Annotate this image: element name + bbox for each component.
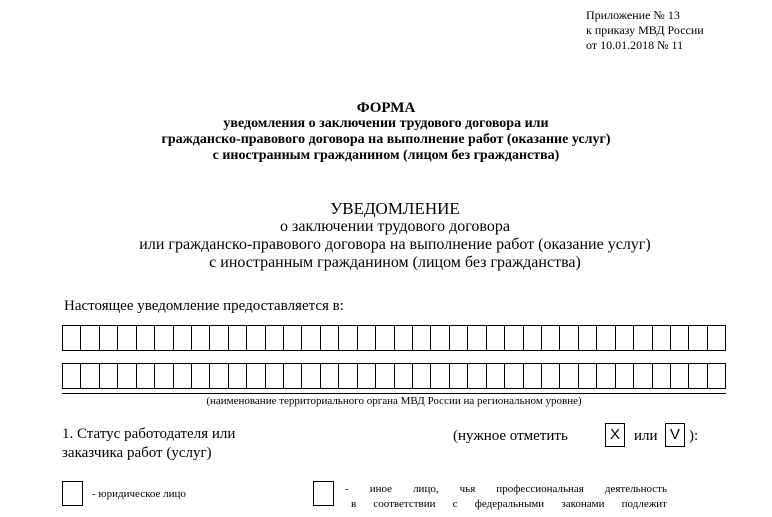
character-cell[interactable] xyxy=(653,364,671,388)
authority-cells-row-2[interactable] xyxy=(62,363,726,389)
character-cell[interactable] xyxy=(192,364,210,388)
character-cell[interactable] xyxy=(321,326,339,350)
character-cell[interactable] xyxy=(487,326,505,350)
character-cell[interactable] xyxy=(450,326,468,350)
character-cell[interactable] xyxy=(413,326,431,350)
character-cell[interactable] xyxy=(358,364,376,388)
character-cell[interactable] xyxy=(247,326,265,350)
character-cell[interactable] xyxy=(579,326,597,350)
notice-heading: УВЕДОМЛЕНИЕ xyxy=(330,199,460,218)
appendix-line: от 10.01.2018 № 11 xyxy=(586,38,684,52)
character-cell[interactable] xyxy=(689,326,707,350)
character-cell[interactable] xyxy=(339,364,357,388)
character-cell[interactable] xyxy=(524,326,542,350)
other-person-line: в соответствии с федеральными законами подлежит xyxy=(351,498,667,510)
appendix-line: Приложение № 13 xyxy=(586,8,680,22)
employer-status-label xyxy=(62,425,235,463)
character-cell[interactable] xyxy=(376,326,394,350)
character-cell[interactable] xyxy=(560,364,578,388)
character-cell[interactable] xyxy=(118,326,136,350)
mark-v-sample: V xyxy=(665,423,685,447)
authority-cells-row-1[interactable] xyxy=(62,325,726,351)
character-cell[interactable] xyxy=(487,364,505,388)
character-cell[interactable] xyxy=(210,364,228,388)
character-cell[interactable] xyxy=(339,326,357,350)
character-cell[interactable] xyxy=(118,364,136,388)
character-cell[interactable] xyxy=(376,364,394,388)
notice-line: с иностранным гражданином (лицом без гражданства) xyxy=(209,254,581,271)
character-cell[interactable] xyxy=(708,364,725,388)
character-cell[interactable] xyxy=(542,364,560,388)
character-cell[interactable] xyxy=(505,326,523,350)
mark-hint: (нужное отметить xyxy=(453,428,568,444)
character-cell[interactable] xyxy=(542,326,560,350)
character-cell[interactable] xyxy=(505,364,523,388)
status-label-line: 1. Статус работодателя или xyxy=(62,426,236,442)
status-label-line: заказчика работ (услуг) xyxy=(62,445,212,461)
character-cell[interactable] xyxy=(266,326,284,350)
character-cell[interactable] xyxy=(431,364,449,388)
character-cell[interactable] xyxy=(174,326,192,350)
character-cell[interactable] xyxy=(321,364,339,388)
form-title-line: уведомления о заключении трудового договора или xyxy=(223,116,549,131)
character-cell[interactable] xyxy=(395,364,413,388)
character-cell[interactable] xyxy=(358,326,376,350)
character-cell[interactable] xyxy=(302,364,320,388)
other-person-line: - иное лицо, чья профессиональная деятельность xyxy=(345,483,667,495)
character-cell[interactable] xyxy=(524,364,542,388)
character-cell[interactable] xyxy=(597,364,615,388)
character-cell[interactable] xyxy=(284,326,302,350)
appendix-line: к приказу МВД России xyxy=(586,23,704,37)
character-cell[interactable] xyxy=(100,326,118,350)
character-cell[interactable] xyxy=(597,326,615,350)
character-cell[interactable] xyxy=(450,364,468,388)
character-cell[interactable] xyxy=(616,326,634,350)
character-cell[interactable] xyxy=(653,326,671,350)
form-title-line: с иностранным гражданином (лицом без гражданства) xyxy=(212,148,560,163)
character-cell[interactable] xyxy=(174,364,192,388)
mark-hint-end: ): xyxy=(689,428,699,444)
character-cell[interactable] xyxy=(413,364,431,388)
character-cell[interactable] xyxy=(689,364,707,388)
character-cell[interactable] xyxy=(155,364,173,388)
character-cell[interactable] xyxy=(431,326,449,350)
character-cell[interactable] xyxy=(63,364,81,388)
character-cell[interactable] xyxy=(616,364,634,388)
form-title-line: гражданско-правового договора на выполнение работ (оказание услуг) xyxy=(161,132,611,147)
character-cell[interactable] xyxy=(468,326,486,350)
notice-title xyxy=(0,200,772,272)
character-cell[interactable] xyxy=(708,326,725,350)
intro-text: Настоящее уведомление предоставляется в: xyxy=(64,298,344,314)
form-title-heading: ФОРМА xyxy=(356,100,416,116)
legal-entity-checkbox[interactable] xyxy=(62,481,83,506)
other-person-label xyxy=(345,482,667,512)
character-cell[interactable] xyxy=(81,326,99,350)
character-cell[interactable] xyxy=(560,326,578,350)
character-cell[interactable] xyxy=(155,326,173,350)
mark-or-text: или xyxy=(634,428,658,444)
legal-entity-label: - юридическое лицо xyxy=(92,488,186,500)
form-title xyxy=(0,100,772,164)
character-cell[interactable] xyxy=(137,364,155,388)
notice-line: или гражданско-правового договора на выполнение работ (оказание услуг) xyxy=(139,236,651,253)
character-cell[interactable] xyxy=(192,326,210,350)
character-cell[interactable] xyxy=(229,326,247,350)
character-cell[interactable] xyxy=(468,364,486,388)
character-cell[interactable] xyxy=(247,364,265,388)
character-cell[interactable] xyxy=(634,364,652,388)
appendix-reference xyxy=(586,8,704,53)
mark-x-sample: X xyxy=(605,423,625,447)
character-cell[interactable] xyxy=(63,326,81,350)
other-person-checkbox[interactable] xyxy=(313,481,334,506)
character-cell[interactable] xyxy=(634,326,652,350)
character-cell[interactable] xyxy=(395,326,413,350)
character-cell[interactable] xyxy=(210,326,228,350)
character-cell[interactable] xyxy=(671,364,689,388)
character-cell[interactable] xyxy=(229,364,247,388)
character-cell[interactable] xyxy=(302,326,320,350)
character-cell[interactable] xyxy=(81,364,99,388)
character-cell[interactable] xyxy=(671,326,689,350)
authority-caption: (наименование территориального органа МВД России на региональном уровне) xyxy=(62,393,726,407)
character-cell[interactable] xyxy=(100,364,118,388)
notice-line: о заключении трудового договора xyxy=(280,218,510,235)
character-cell[interactable] xyxy=(137,326,155,350)
character-cell[interactable] xyxy=(579,364,597,388)
character-cell[interactable] xyxy=(266,364,284,388)
character-cell[interactable] xyxy=(284,364,302,388)
